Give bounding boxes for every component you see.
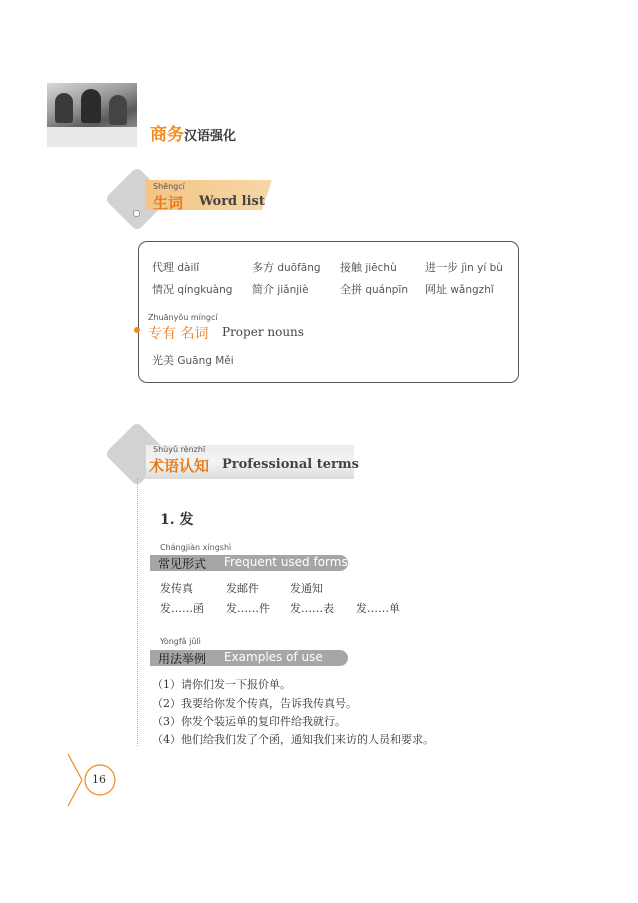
example-sentence: （1）请你们发一下报价单。 — [152, 678, 291, 691]
form-item: 发通知 — [290, 582, 323, 595]
word-item: 简介 jiǎnjiè — [252, 283, 309, 296]
terms-title-cn: 术语认知 — [149, 457, 210, 475]
word-item: 代理 dàilǐ — [152, 261, 200, 274]
word-item: 接触 jiēchù — [340, 261, 397, 274]
usage-bar — [150, 650, 348, 666]
page-number: 16 — [92, 773, 106, 786]
terms-title-en: Professional terms — [222, 457, 359, 472]
word-list-title-cn: 生词 — [153, 194, 184, 212]
word-list-pinyin: Shēngcí — [153, 182, 185, 191]
forms-pinyin: Chángjiàn xíngshì — [160, 543, 232, 552]
form-item: 发邮件 — [226, 582, 259, 595]
terms-pinyin: Shùyǔ rènzhī — [153, 445, 206, 454]
proper-nouns-pinyin: Zhuānyǒu míngcí — [148, 313, 218, 322]
series-brand — [150, 120, 236, 145]
form-item: 发……单 — [356, 602, 400, 615]
word-list-title-en: Word list — [199, 194, 265, 209]
brand-sub: 汉语强化 — [184, 129, 237, 144]
proper-noun-item: 光美 Guāng Měi — [152, 354, 234, 367]
word-item: 多方 duōfāng — [252, 261, 321, 274]
section-guide-line — [137, 478, 138, 746]
form-item: 发传真 — [160, 582, 193, 595]
hole-icon — [133, 210, 140, 217]
forms-title-cn: 常见形式 — [158, 557, 207, 571]
page-number-marker-icon — [60, 750, 120, 810]
word-item: 进一步 jìn yí bù — [425, 261, 503, 274]
term-item-title: 1. 发 — [160, 512, 194, 528]
forms-title-en: Frequent used forms — [224, 555, 348, 569]
form-item: 发……件 — [226, 602, 270, 615]
proper-nouns-title-cn: 专有 名词 — [148, 326, 209, 342]
usage-pinyin: Yòngfǎ jǔlì — [160, 637, 201, 646]
usage-title-en: Examples of use — [224, 650, 323, 664]
word-item: 情况 qíngkuàng — [152, 283, 233, 296]
example-sentence: （2）我要给你发个传真，告诉我传真号。 — [152, 697, 357, 710]
example-sentence: （4）他们给我们发了个函，通知我们来访的人员和要求。 — [152, 733, 434, 746]
forms-bar — [150, 555, 348, 571]
form-item: 发……函 — [160, 602, 204, 615]
usage-title-cn: 用法举例 — [158, 652, 207, 666]
bullet-dot-icon — [134, 327, 140, 333]
word-item: 网址 wǎngzhǐ — [425, 283, 494, 296]
word-item: 全拼 quánpīn — [340, 283, 408, 296]
example-sentence: （3）你发个装运单的复印件给我就行。 — [152, 715, 346, 728]
business-meeting-photo — [47, 83, 137, 147]
form-item: 发……表 — [290, 602, 334, 615]
proper-nouns-title-en: Proper nouns — [222, 325, 304, 339]
brand-main: 商务 — [150, 125, 184, 145]
